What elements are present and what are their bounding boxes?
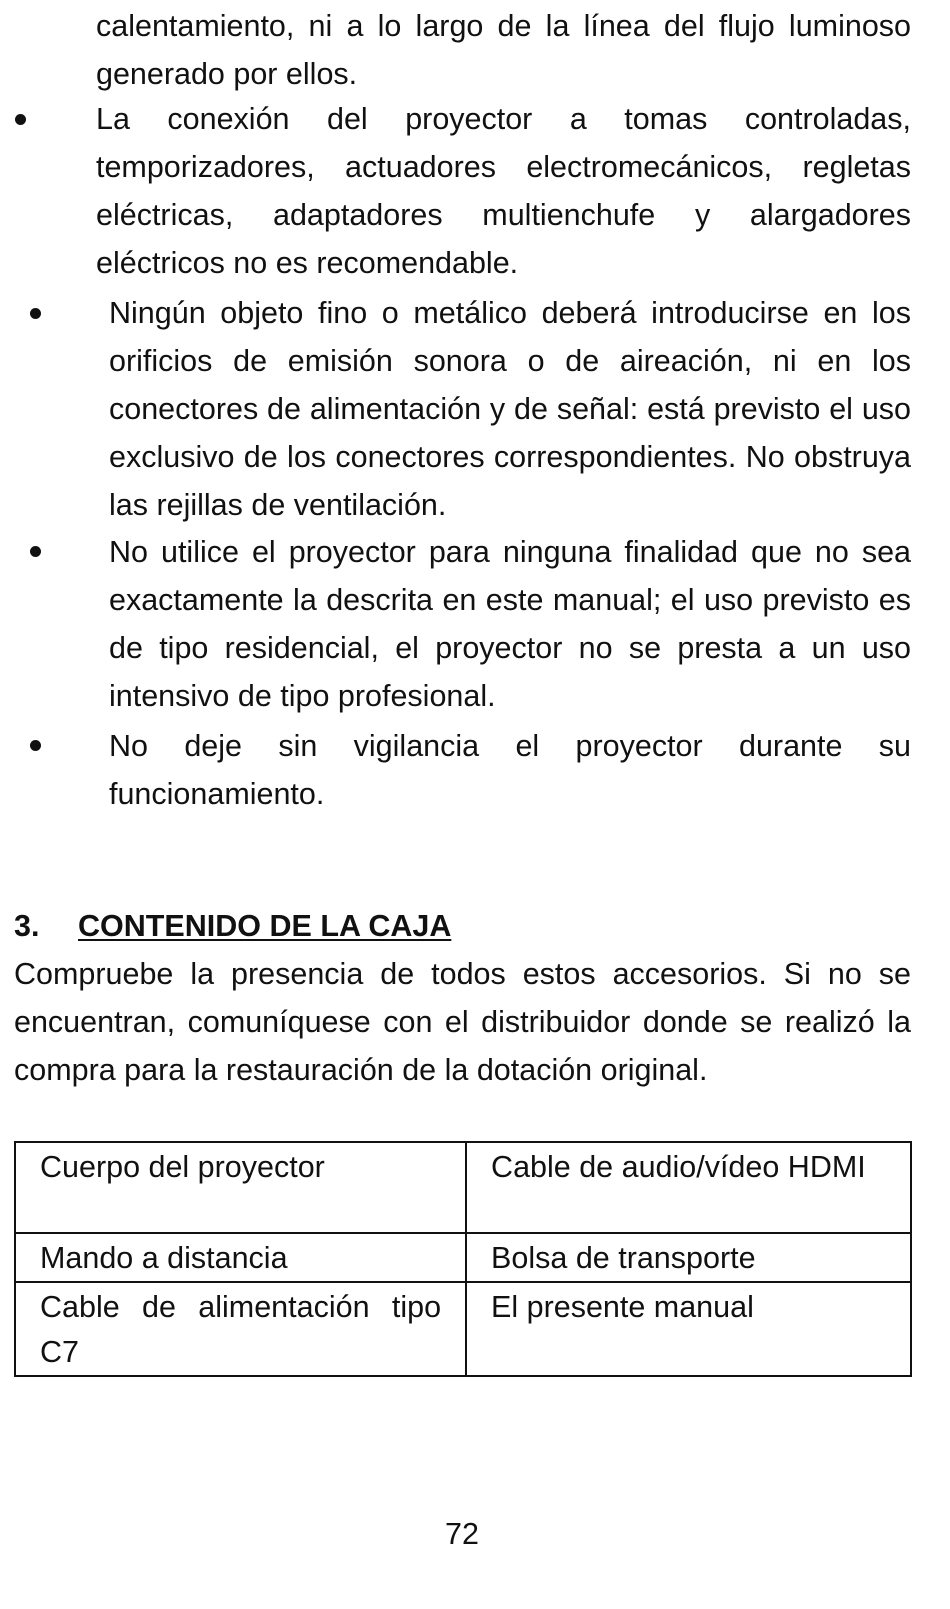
table-row <box>15 1142 911 1233</box>
table-row <box>15 1233 911 1282</box>
table-cell: Cable de alimentación tipo C7 <box>15 1282 466 1376</box>
table-row <box>15 1282 911 1376</box>
page-number: 72 <box>445 1517 479 1551</box>
table-cell: El presente manual <box>466 1282 911 1376</box>
section-heading: CONTENIDO DE LA CAJA <box>78 909 452 943</box>
bullet-icon <box>30 546 41 557</box>
table-cell: Cuerpo del proyector <box>15 1142 466 1233</box>
table-cell: Cable de audio/vídeo HDMI <box>466 1142 911 1233</box>
section-title <box>14 902 451 950</box>
box-contents-table <box>14 1141 912 1377</box>
table-cell: Mando a distancia <box>15 1233 466 1282</box>
section-intro-paragraph: Compruebe la presencia de todos estos accesorios. Si no se encuentran, comuníquese con el distribuidor donde se realizó la compra para la restauración de la dotación original. <box>14 957 911 1087</box>
bullet-icon <box>15 114 26 125</box>
table-cell: Bolsa de transporte <box>466 1233 911 1282</box>
bullet-text: Ningún objeto fino o metálico deberá introducirse en los orificios de emisión sonora o de aireación, ni en los conectores de alimentación y de señal: está previsto el uso exclusivo de los conectores correspondientes. No obstruya las rejillas de ventilación. <box>109 296 911 522</box>
bullet-text: No deje sin vigilancia el proyector durante su funcionamiento. <box>109 729 911 811</box>
bullet-icon <box>30 308 41 319</box>
continuation-paragraph: calentamiento, ni a lo largo de la línea del flujo luminoso generado por ellos. <box>96 9 911 91</box>
bullet-icon <box>30 740 41 751</box>
section-number: 3. <box>14 909 40 943</box>
bullet-text: La conexión del proyector a tomas controladas, temporizadores, actuadores electromecánicos, regletas eléctricas, adaptadores multienchufe y alargadores eléctricos no es recomendable. <box>96 102 911 280</box>
bullet-text: No utilice el proyector para ninguna finalidad que no sea exactamente la descrita en este manual; el uso previsto es de tipo residencial, el proyector no se presta a un uso intensivo de tipo profesional. <box>109 535 911 713</box>
